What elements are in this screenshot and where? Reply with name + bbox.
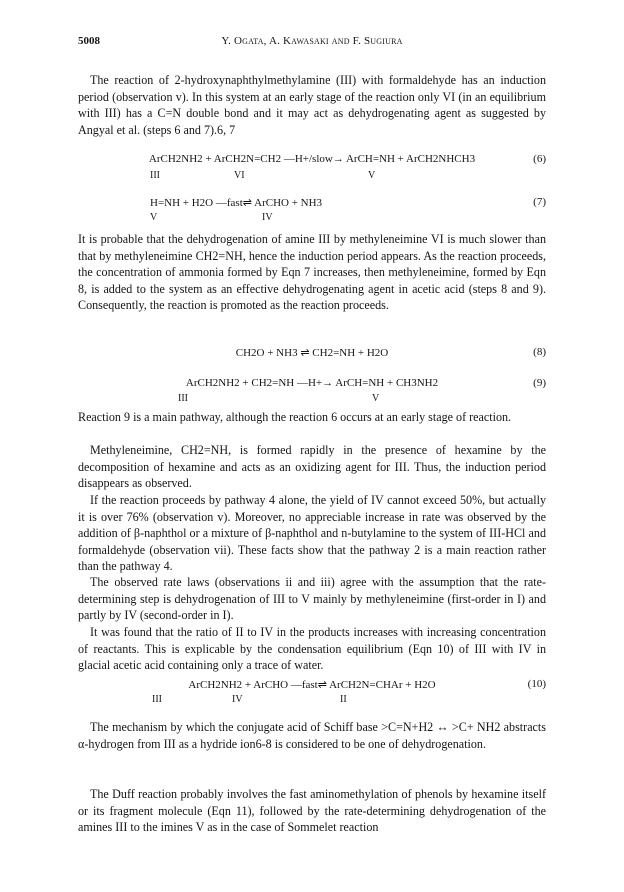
running-title: Y. Ogata, A. Kawasaki and F. Sugiura [221,35,403,47]
page-header [78,35,546,51]
equation-9-label-V: V [372,393,380,404]
equation-8-text: CH2O + NH3 ⇌ CH2=NH + H2O [235,347,389,359]
equation-7-label-IV: IV [262,212,273,223]
equation-6-number: (6) [533,153,546,165]
equation-7-label-V: V [150,212,158,223]
equation-7 [0,196,624,212]
paragraph-7: It was found that the ratio of II to IV in the products increases with increasing concentration of reactants. This is explicable by the condensation equilibrium (Eqn 10) of III with IV in glacial acetic acid containing only a trace of water. [78,625,546,672]
equation-6-label-V: V [368,170,376,181]
equation-10-number: (10) [527,678,546,690]
equation-7-text: H=NH + H2O —fast⇌ ArCHO + NH3 [150,197,323,209]
equation-10-text: ArCH2NH2 + ArCHO —fast⇌ ArCH2N=CHAr + H2O [188,679,436,691]
paragraph-6: The observed rate laws (observations ii and iii) agree with the assumption that the rate-determining step is dehydrogenation of III to V mainly by methyleneimine (first-order in I) and partly by IV (second-order in I). [78,575,546,622]
paragraph-2: It is probable that the dehydrogenation of amine III by methyleneimine VI is much slower than that by methyleneimine CH2=NH, hence the induction period appears. As the reaction proceeds, the concentration of ammonia formed by Eqn 7 increases, then methyleneimine, formed by Eqn 8, is added to the system as an effective dehydrogenating agent in acetic acid (steps 8 and 9). Consequently, the reaction is promoted as the reaction proceeds. [78,232,546,312]
equation-8 [0,346,624,362]
paragraph-8: The mechanism by which the conjugate acid of Schiff base >C=N+H2 ↔ >C+ NH2 abstracts α-hydrogen from III as a hydride ion6-8 is considered to be one of dehydrogenation. [78,720,546,751]
paragraph-1: The reaction of 2-hydroxynaphthylmethylamine (III) with formaldehyde has an induction period (observation v). In this system at an early stage of the reaction only VI (in an equilibrium with III) has a C=N double bond and it may act as dehydrogenating agent as suggested by Angyal et al. (steps 6 and 7).6, 7 [78,73,546,137]
equation-6-text: ArCH2NH2 + ArCH2N=CH2 —H+/slow→ ArCH=NH + ArCH2NHCH3 [148,153,476,165]
paragraph-9: The Duff reaction probably involves the fast aminomethylation of phenols by hexamine itself or its fragment molecule (Eqn 11), followed by the rate-determining dehydrogenation of the amines III to the imines V as in the case of Sommelet reaction [78,787,546,834]
equation-8-number: (8) [533,346,546,358]
equation-9-label-III: III [178,393,188,404]
equation-10 [0,678,624,694]
equation-6-label-III: III [150,170,160,181]
equation-6 [0,153,624,169]
equation-7-number: (7) [533,196,546,208]
equation-10-label-II: II [340,694,347,705]
equation-10-label-IV: IV [232,694,243,705]
equation-6-label-VI: VI [234,170,245,181]
equation-9-number: (9) [533,377,546,389]
paragraph-3: Reaction 9 is a main pathway, although the reaction 6 occurs at an early stage of reaction. [78,410,512,424]
paragraph-4: Methyleneimine, CH2=NH, is formed rapidly in the presence of hexamine by the decomposition of hexamine and acts as an oxidizing agent for III. Thus, the induction period disappears as observed. [78,443,546,490]
equation-9-text: ArCH2NH2 + CH2=NH —H+→ ArCH=NH + CH3NH2 [185,377,439,389]
equation-10-label-III: III [152,694,162,705]
paragraph-5: If the reaction proceeds by pathway 4 alone, the yield of IV cannot exceed 50%, but actually it is over 76% (observation v). Moreover, no appreciable increase in rate was observed by the addition of β-naphthol or a mixture of β-naphthol and n-butylamine to the system of III-HCl and formaldehyde (observation vii). These facts show that the pathway 2 is a main reaction rather than the pathway 4. [78,493,546,573]
equation-9 [0,377,624,393]
page-number: 5008 [78,35,100,47]
